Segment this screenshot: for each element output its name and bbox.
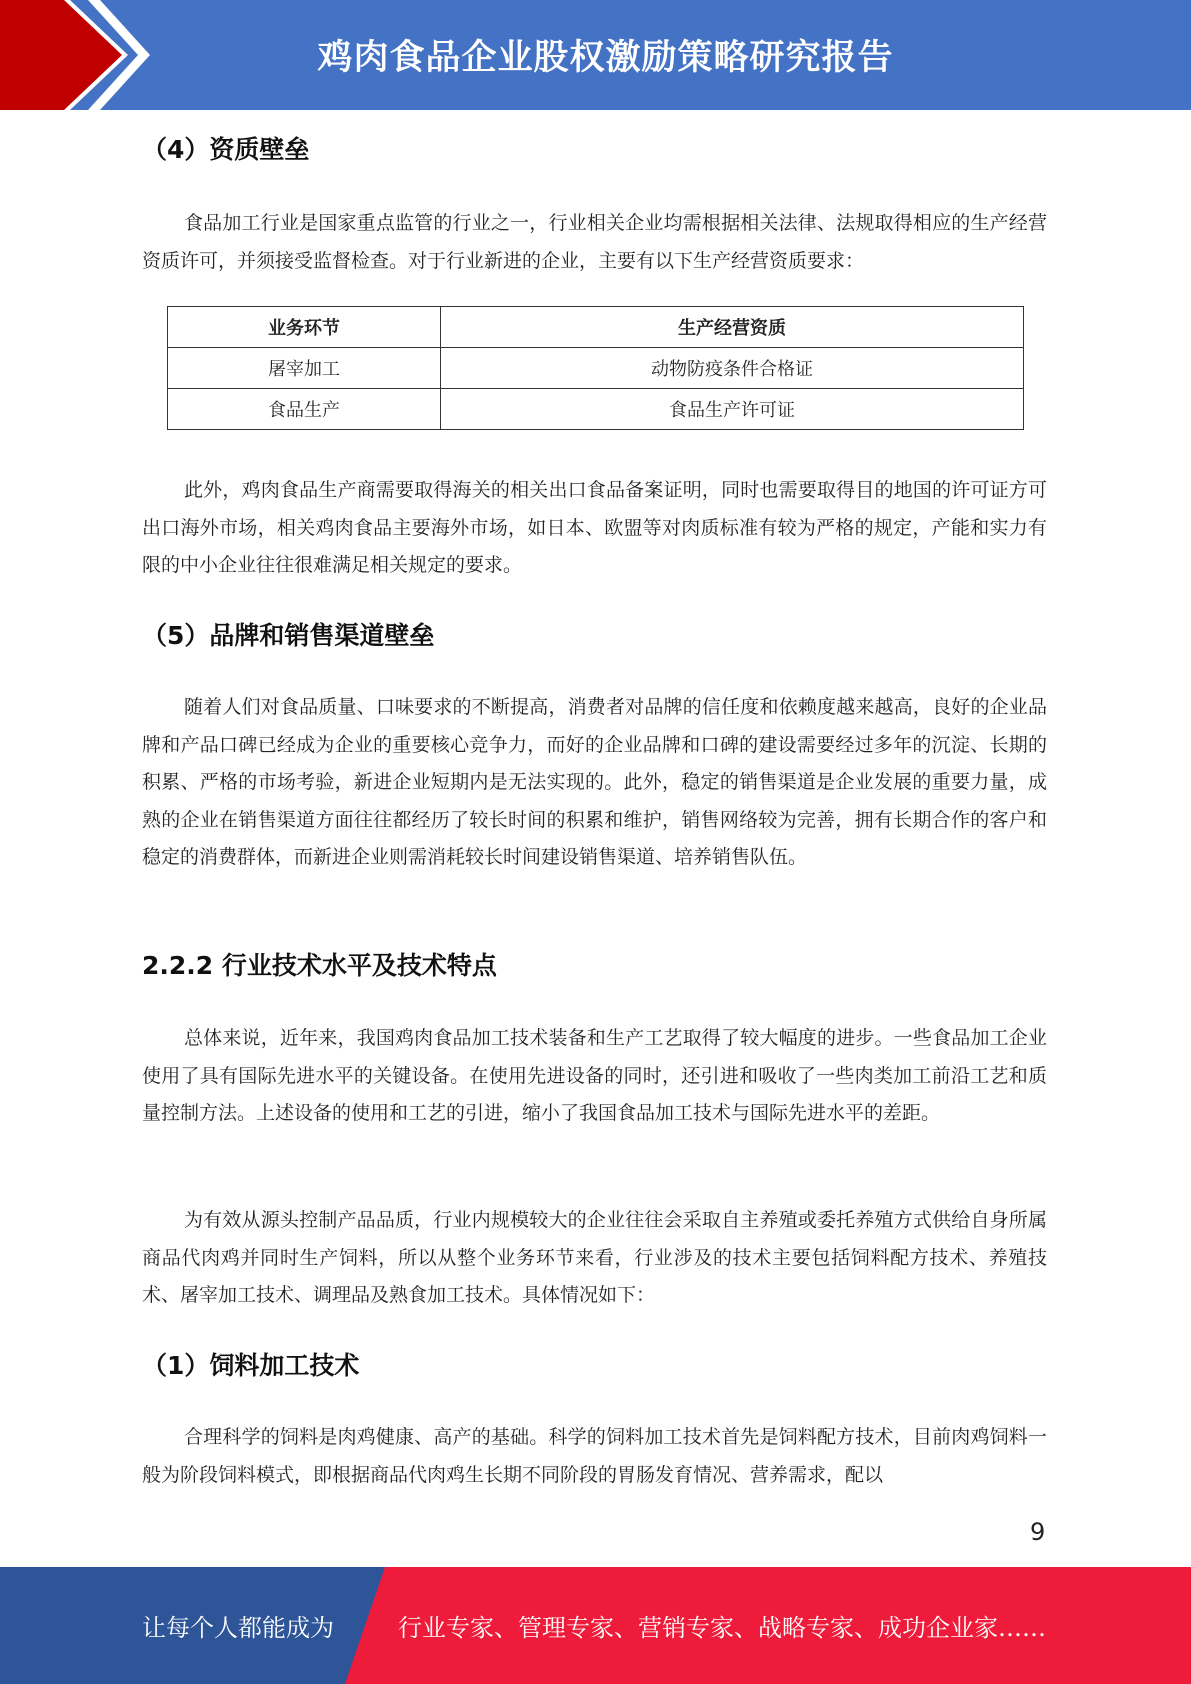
paragraph-feed: 合理科学的饲料是肉鸡健康、高产的基础。科学的饲料加工技术首先是饲料配方技术，目前肉鸡饲料一般为阶段饲料模式，即根据商品代肉鸡生长期不同阶段的胃肠发育情况、营养需求，配以 — [142, 1426, 1047, 1486]
paragraph-export: 此外，鸡肉食品生产商需要取得海关的相关出口食品备案证明，同时也需要取得目的地国的许可证方可出口海外市场，相关鸡肉食品主要海外市场，如日本、欧盟等对肉质标准有较为严格的规定，产能和实力有限的中小企业往往很难满足相关规定的要求。 — [142, 479, 1047, 576]
table-cell: 屠宰加工 — [168, 348, 441, 389]
table-header-cell: 生产经营资质 — [441, 307, 1024, 348]
section-heading-qualification: （4）资质壁垒 — [142, 135, 310, 164]
table-header-row — [168, 307, 1024, 348]
section-heading-feed: （1）饲料加工技术 — [142, 1351, 360, 1380]
page-footer — [0, 1567, 1191, 1684]
report-title: 鸡肉食品企业股权激励策略研究报告 — [317, 38, 894, 78]
qualification-table — [167, 306, 1024, 430]
paragraph-technology-1: 总体来说，近年来，我国鸡肉食品加工技术装备和生产工艺取得了较大幅度的进步。一些食品加工企业使用了具有国际先进水平的关键设备。在使用先进设备的同时，还引进和吸收了一些肉类加工前沿工艺和质量控制方法。上述设备的使用和工艺的引进，缩小了我国食品加工技术与国际先进水平的差距。 — [142, 1027, 1047, 1124]
paragraph-brand: 随着人们对食品质量、口味要求的不断提高，消费者对品牌的信任度和依赖度越来越高，良好的企业品牌和产品口碑已经成为企业的重要核心竞争力，而好的企业品牌和口碑的建设需要经过多年的沉淀、长期的积累、严格的市场考验，新进企业短期内是无法实现的。此外，稳定的销售渠道是企业发展的重要力量，成熟的企业在销售渠道方面往往都经历了较长时间的积累和维护，销售网络较为完善，拥有长期合作的客户和稳定的消费群体，而新进企业则需消耗较长时间建设销售渠道、培养销售队伍。 — [142, 696, 1047, 868]
paragraph-qualification: 食品加工行业是国家重点监管的行业之一，行业相关企业均需根据相关法律、法规取得相应的生产经营资质许可，并须接受监督检查。对于行业新进的企业，主要有以下生产经营资质要求： — [142, 212, 1047, 272]
table-cell: 食品生产 — [168, 389, 441, 430]
section-heading-brand: （5）品牌和销售渠道壁垒 — [142, 621, 435, 650]
table-cell: 食品生产许可证 — [441, 389, 1024, 430]
table-header-cell: 业务环节 — [168, 307, 441, 348]
footer-slogan-left: 让每个人都能成为 — [142, 1614, 334, 1642]
footer-slogan-right: 行业专家、管理专家、营销专家、战略专家、成功企业家…… — [398, 1614, 1046, 1642]
table-row — [168, 389, 1024, 430]
table-row — [168, 348, 1024, 389]
table-cell: 动物防疫条件合格证 — [441, 348, 1024, 389]
paragraph-technology-2: 为有效从源头控制产品品质，行业内规模较大的企业往往会采取自主养殖或委托养殖方式供给自身所属商品代肉鸡并同时生产饲料，所以从整个业务环节来看，行业涉及的技术主要包括饲料配方技术、养殖技术、屠宰加工技术、调理品及熟食加工技术。具体情况如下： — [142, 1209, 1047, 1306]
section-heading-technology: 2.2.2 行业技术水平及技术特点 — [142, 951, 497, 980]
page-number: 9 — [1030, 1518, 1046, 1546]
page-header — [0, 0, 1191, 110]
